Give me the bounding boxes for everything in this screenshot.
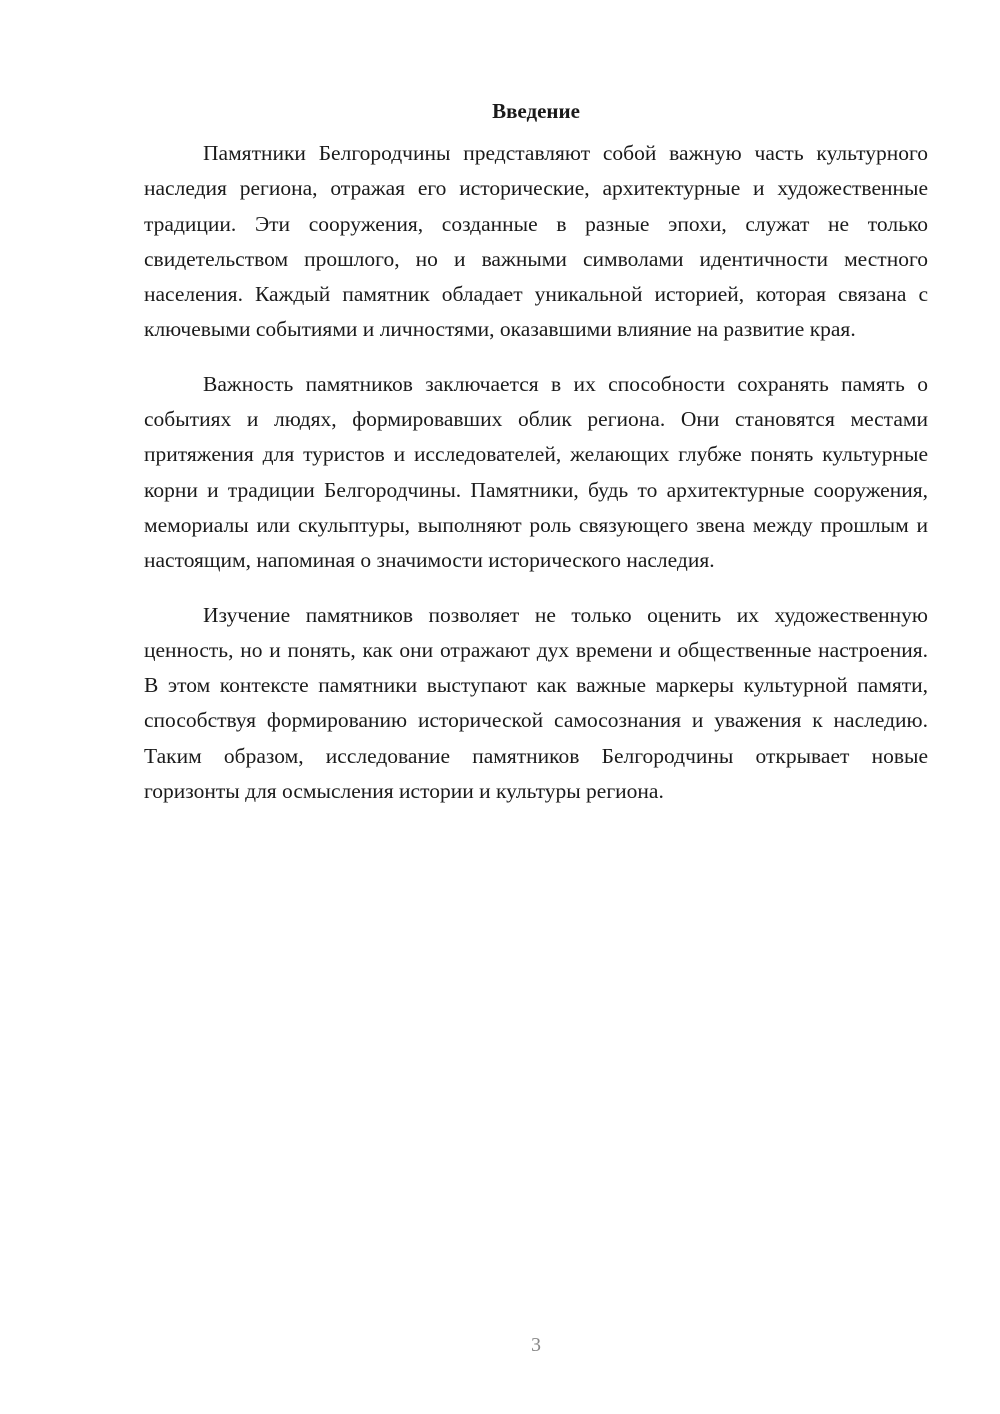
page-content [144, 94, 928, 809]
page-number: 3 [531, 1334, 541, 1356]
paragraph-3: Изучение памятников позволяет не только оценить их художественную ценность, но и понять, как они отражают дух времени и общественные настроения. В этом контексте памятники выступают как важные маркеры культурной памяти, способствуя формированию исторической самосознания и уважения к наследию. Таким образом, исследование памятников Белгородчины открывает новые горизонты для осмысления истории и культуры региона. [144, 602, 928, 804]
paragraph-1: Памятники Белгородчины представляют собой важную часть культурного наследия региона, отражая его исторические, архитектурные и художественные традиции. Эти сооружения, созданные в разные эпохи, служат не только свидетельством прошлого, но и важными символами идентичности местного населения. Каждый памятник обладает уникальной историей, которая связана с ключевыми событиями и личностями, оказавшими влияние на развитие края. [144, 141, 928, 342]
paragraph-2: Важность памятников заключается в их способности сохранять память о событиях и людях, формировавших облик региона. Они становятся местами притяжения для туристов и исследователей, желающих глубже понять культурные корни и традиции Белгородчины. Памятники, будь то архитектурные сооружения, мемориалы или скульптуры, выполняют роль связующего звена между прошлым и настоящим, напоминая о значимости исторического наследия. [144, 371, 928, 573]
section-title: Введение [492, 99, 580, 123]
